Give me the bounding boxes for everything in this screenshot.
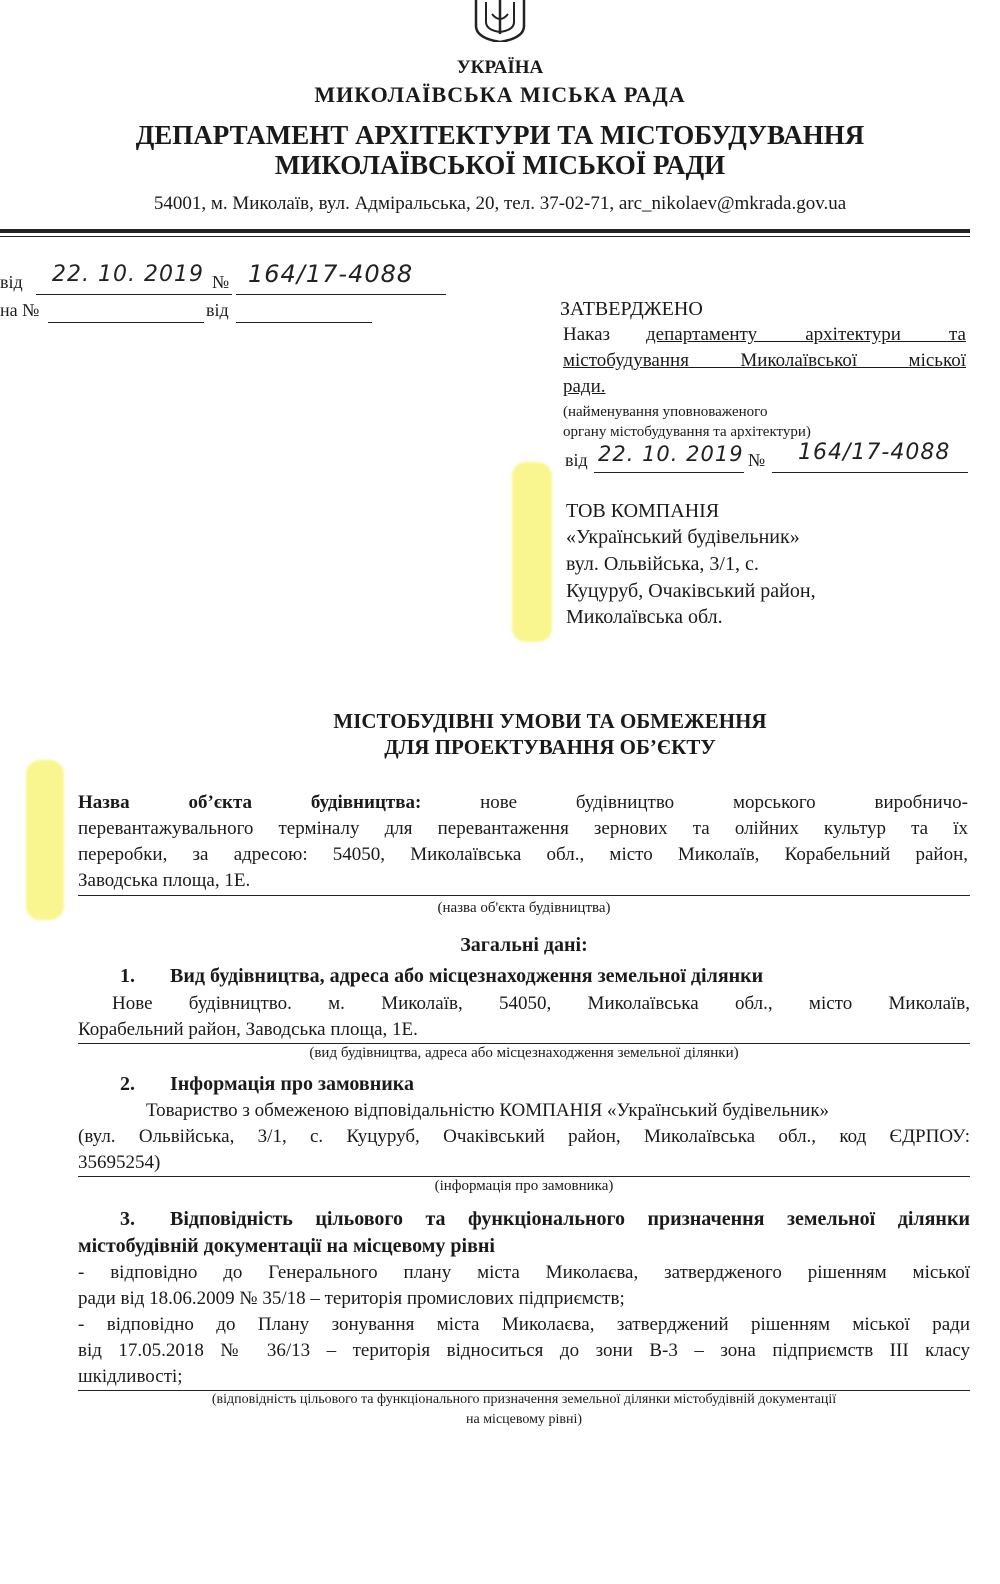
reply-no-label: на № <box>0 300 40 320</box>
approval-order-prefix: Наказ <box>563 324 611 345</box>
highlighter-mark-recipient <box>512 462 552 642</box>
section2-rule <box>78 1176 970 1177</box>
recipient-line5: Миколаївська обл. <box>566 606 723 628</box>
document-title-line2: ДЛЯ ПРОЕКТУВАННЯ ОБ’ЄКТУ <box>384 735 716 759</box>
outgoing-from-label: від <box>0 272 23 292</box>
section2-line2: (вул. Ольвійська, 3/1, с. Куцуруб, Очаківський район, Миколаївська обл., код ЄДРПОУ: <box>78 1126 970 1147</box>
document-title-line1: МІСТОБУДІВНІ УМОВИ ТА ОБМЕЖЕННЯ <box>333 709 767 733</box>
reply-date-line <box>236 300 372 323</box>
recipient-line4: Куцуруб, Очаківський район, <box>566 580 816 602</box>
section1-number: 1. <box>120 965 135 987</box>
approval-number-handwritten: 164/17-4088 <box>798 440 951 465</box>
section1-caption: (вид будівництва, адреса або місцезнаходження земельної ділянки) <box>309 1045 739 1061</box>
header-department-line2: МИКОЛАЇВСЬКОЇ МІСЬКОЇ РАДИ <box>274 150 726 180</box>
section3-bullet2-line3: шкідливості; <box>78 1366 183 1387</box>
section1-title: Вид будівництва, адреса або місцезнаходження земельної ділянки <box>170 965 764 987</box>
object-label: Назва об’єкта будівництва: <box>78 792 422 813</box>
approval-date-handwritten: 22. 10. 2019 <box>598 442 744 466</box>
approval-order-line3: ради. <box>563 376 606 397</box>
object-paragraph <box>78 790 968 894</box>
object-caption: (назва об'єкта будівництва) <box>437 900 611 916</box>
recipient-line2: «Український будівельник» <box>566 526 800 548</box>
reply-number-line <box>48 300 204 323</box>
recipient-line1: ТОВ КОМПАНІЯ <box>566 500 720 522</box>
highlighter-mark-object <box>26 760 64 920</box>
object-text-line3: переробки, за адресою: 54050, Миколаївська обл., місто Миколаїв, Корабельний район, <box>78 844 968 865</box>
section2-title: Інформація про замовника <box>170 1073 414 1095</box>
section1-rule <box>78 1043 970 1044</box>
header-address: 54001, м. Миколаїв, вул. Адміральська, 20, тел. 37-02-71, arc_nikolaev@mkrada.gov.ua <box>153 193 847 214</box>
reply-from-label: від <box>206 300 229 320</box>
section3-title-line1: Відповідність цільового та функціонального призначення земельної ділянки <box>170 1208 970 1230</box>
section3-bullet1-line2: ради від 18.06.2009 № 35/18 – територія промислових підприємств; <box>78 1288 625 1309</box>
recipient-line3: вул. Ольвійська, 3/1, с. <box>566 553 759 575</box>
approval-order-line1 <box>646 324 966 346</box>
object-rule <box>78 895 970 896</box>
section3-bullet2-line2: від 17.05.2018 № 36/13 – територія відноситься до зони В-3 – зона підприємств ІІІ класу <box>78 1340 970 1361</box>
outgoing-no-label: № <box>212 272 230 292</box>
outgoing-date-handwritten: 22. 10. 2019 <box>52 262 204 287</box>
coat-of-arms-icon <box>470 0 530 42</box>
approval-from-label: від <box>565 450 588 470</box>
header-department-line1: ДЕПАРТАМЕНТ АРХІТЕКТУРИ ТА МІСТОБУДУВАННЯ <box>135 120 865 150</box>
section2-number: 2. <box>120 1073 135 1095</box>
approval-title: ЗАТВЕРДЖЕНО <box>560 298 703 320</box>
header-council: МИКОЛАЇВСЬКА МІСЬКА РАДА <box>314 82 686 107</box>
approval-order-line1-text: департаменту архітектури та <box>646 324 966 345</box>
approval-note-line2: органу містобудування та архітектури) <box>563 424 811 440</box>
object-line1 <box>78 790 968 816</box>
object-text-line2: перевантажувального терміналу для перевантаження зернових та олійних культур та їх <box>78 818 968 839</box>
object-text-line1: нове будівництво морського виробничо- <box>480 792 968 813</box>
header-rule-thick <box>0 229 970 233</box>
section3-number: 3. <box>120 1208 135 1230</box>
header-country: УКРАЇНА <box>456 57 544 78</box>
object-text-line4: Заводська площа, 1Е. <box>78 870 251 891</box>
approval-note-line1: (найменування уповноваженого <box>563 404 768 420</box>
header-rule-thin <box>0 236 970 237</box>
section3-title-line2: містобудівній документації на місцевому рівні <box>78 1235 495 1257</box>
section2-line1: Товариство з обмеженою відповідальністю КОМПАНІЯ «Український будівельник» <box>146 1100 830 1121</box>
section2-caption: (інформація про замовника) <box>434 1178 614 1194</box>
approval-order-line2 <box>563 350 966 372</box>
outgoing-number-handwritten: 164/17-4088 <box>248 260 414 288</box>
approval-order-line2-text: містобудування Миколаївської міської <box>563 350 966 371</box>
section1-line1: Нове будівництво. м. Миколаїв, 54050, Миколаївська обл., місто Миколаїв, <box>112 993 970 1014</box>
section3-bullet2-line1: - відповідно до Плану зонування міста Миколаєва, затверджений рішенням міської ради <box>78 1314 970 1335</box>
section3-bullet1-line1: - відповідно до Генерального плану міста Миколаєва, затвердженого рішенням міської <box>78 1262 970 1283</box>
general-heading: Загальні дані: <box>460 934 588 956</box>
section1-line2: Корабельний район, Заводська площа, 1Е. <box>78 1019 418 1040</box>
section3-caption-line1: (відповідність цільового та функціонального призначення земельної ділянки містобудівній документації <box>211 1392 837 1407</box>
section3-caption-line2: на місцевому рівні) <box>465 1412 583 1427</box>
section3-rule <box>78 1390 970 1391</box>
section2-line3: 35695254) <box>78 1152 161 1173</box>
approval-no-label: № <box>748 450 766 470</box>
